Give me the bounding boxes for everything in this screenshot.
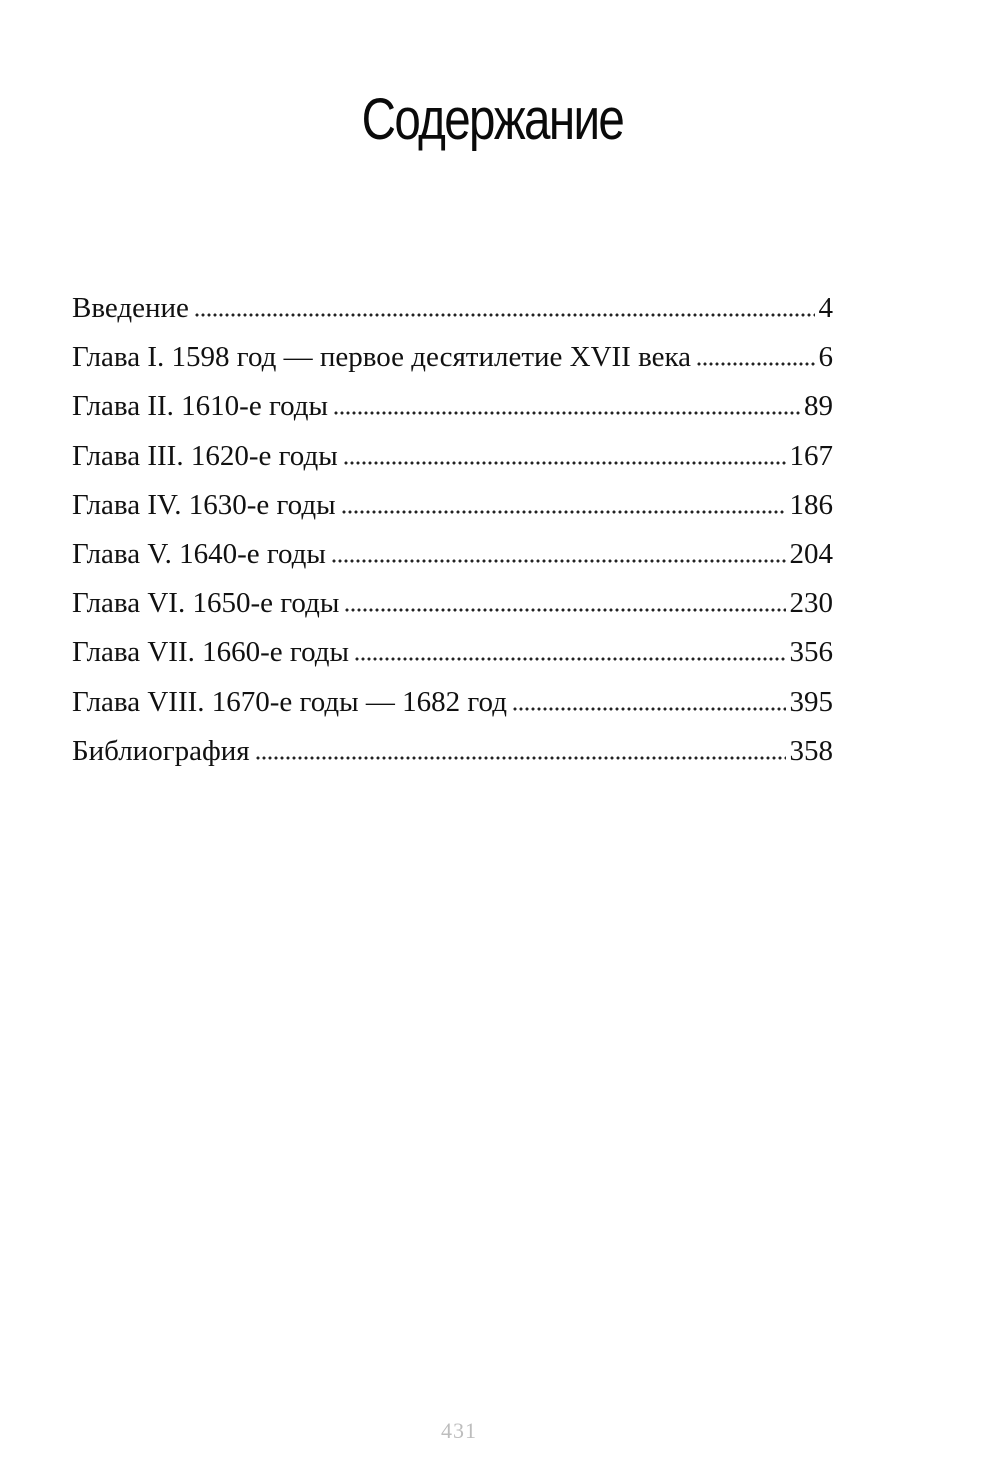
- dot-leader: [194, 313, 815, 317]
- table-of-contents: [72, 284, 833, 776]
- page-number: 431: [441, 1418, 477, 1443]
- toc-entry-title: Библиография: [72, 734, 250, 767]
- dot-leader: [512, 707, 786, 711]
- toc-entry-page: 4: [818, 292, 833, 324]
- toc-entry-title: Глава VII. 1660-е годы: [72, 636, 349, 669]
- dot-leader: [696, 362, 815, 366]
- toc-entry-page: 204: [789, 537, 833, 570]
- dot-leader: [331, 559, 786, 563]
- toc-entry-page: 167: [789, 439, 833, 472]
- dot-leader: [341, 510, 786, 514]
- toc-entry-page: 186: [789, 488, 833, 521]
- dot-leader: [255, 756, 786, 760]
- toc-entry-page: 89: [804, 390, 833, 423]
- toc-entry[interactable]: [72, 481, 833, 530]
- toc-entry[interactable]: [72, 284, 833, 333]
- toc-entry-title: Глава VI. 1650-е годы: [72, 587, 340, 620]
- dot-leader: [343, 461, 786, 465]
- toc-entry-title: Глава I. 1598 год — первое десятилетие XVII века: [72, 341, 691, 374]
- toc-entry-title: Введение: [72, 292, 189, 324]
- dot-leader: [354, 657, 786, 661]
- toc-entry[interactable]: [72, 333, 833, 382]
- toc-entry-title: Глава II. 1610-е годы: [72, 390, 329, 423]
- toc-entry-page: 230: [789, 587, 833, 620]
- dot-leader: [333, 411, 800, 415]
- toc-entry[interactable]: [72, 678, 833, 727]
- toc-entry-page: 6: [818, 341, 833, 374]
- dot-leader: [344, 608, 785, 612]
- toc-entry[interactable]: [72, 727, 833, 776]
- toc-entry-title: Глава III. 1620-е годы: [72, 439, 338, 472]
- toc-entry-page: 356: [789, 636, 833, 669]
- toc-entry-page: 358: [789, 734, 833, 767]
- page-title: Содержание: [361, 87, 624, 152]
- toc-entry-page: 395: [789, 685, 833, 718]
- toc-entry-title: Глава V. 1640-е годы: [72, 537, 326, 570]
- toc-entry[interactable]: [72, 382, 833, 431]
- toc-entry[interactable]: [72, 579, 833, 628]
- toc-entry-title: Глава VIII. 1670-е годы — 1682 год: [72, 685, 507, 718]
- toc-entry[interactable]: [72, 432, 833, 481]
- toc-entry[interactable]: [72, 628, 833, 677]
- toc-entry[interactable]: [72, 530, 833, 579]
- toc-entry-title: Глава IV. 1630-е годы: [72, 488, 336, 521]
